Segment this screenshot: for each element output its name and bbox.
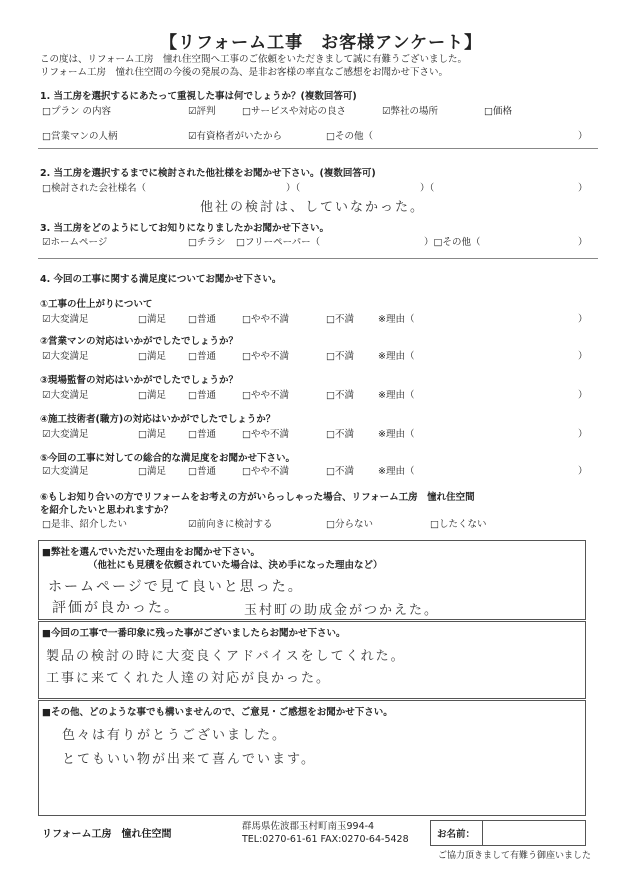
page-title: 【リフォーム工事 お客様アンケート】	[160, 33, 483, 53]
divider	[38, 258, 598, 259]
footer-address: 群馬県佐波郡玉村町南玉994-4	[242, 821, 375, 832]
q2-company-field[interactable]: □検討された会社様名（	[42, 183, 146, 194]
q1-opt-service[interactable]: □サービスや対応の良さ	[242, 106, 346, 117]
sec3-answer-1: 色々は有りがとうございました。	[62, 728, 288, 743]
q4-3-unsatisfied[interactable]: □不満	[326, 390, 354, 401]
q4-6-question-line-2: を紹介したいと思われますか？	[40, 505, 174, 516]
q1-opt-sales[interactable]: □営業マンの人柄	[42, 131, 118, 142]
q4-1-reason[interactable]: ※理由（	[378, 314, 415, 325]
q4-1-very-satisfied[interactable]: ☑大変満足	[42, 314, 89, 325]
sec1-sublabel: （他社にも見積を依頼されていた場合は、決め手になった理由など）	[88, 560, 383, 571]
q4-5-reason-close: ）	[578, 466, 588, 477]
q4-2-reason-close: ）	[578, 351, 588, 362]
q4-2-slightly-unsatisfied[interactable]: □やや不満	[242, 351, 289, 362]
q4-4-satisfied[interactable]: □満足	[138, 429, 166, 440]
q4-5-very-satisfied[interactable]: ☑大変満足	[42, 466, 89, 477]
q3-label: 3. 当工房をどのようにしてお知りになりましたかお聞かせ下さい。	[40, 223, 330, 234]
q1-other-close: ）	[578, 131, 588, 142]
sec1-answer-2: 評価が良かった。	[52, 600, 180, 616]
sec1-label: ■弊社を選んでいただいた理由をお聞かせ下さい。	[42, 547, 260, 558]
footer-company: リフォーム工房 憧れ住空間	[42, 829, 172, 840]
q4-6-consider[interactable]: ☑前向きに検討する	[188, 519, 273, 530]
q1-opt-location[interactable]: ☑弊社の場所	[382, 106, 439, 117]
q3-opt-homepage[interactable]: ☑ホームページ	[42, 237, 108, 248]
q4-2-satisfied[interactable]: □満足	[138, 351, 166, 362]
q4-5-satisfied[interactable]: □満足	[138, 466, 166, 477]
sec1-answer-1: ホームページで見て良いと思った。	[48, 579, 304, 595]
sec3-label: ■その他、どのような事でも構いませんので、ご意見・ご感想をお聞かせ下さい。	[42, 707, 393, 718]
intro-line-1: この度は、リフォーム工房 憧れ住空間へ工事のご依頼をいただきまして誠に有難うございました。	[40, 54, 468, 65]
q4-3-reason-close: ）	[578, 390, 588, 401]
q4-4-normal[interactable]: □普通	[188, 429, 216, 440]
q4-3-very-satisfied[interactable]: ☑大変満足	[42, 390, 89, 401]
q4-2-question: ②営業マンの対応はいかがでしたでしょうか？	[40, 336, 239, 347]
sec2-answer-2: 工事に来てくれた人達の対応が良かった。	[46, 671, 332, 686]
name-label: お名前：	[437, 829, 476, 840]
footer-phone: TEL:0270-61-61 FAX:0270-64-5428	[242, 834, 409, 845]
q1-opt-reputation[interactable]: ☑評判	[188, 106, 216, 117]
q4-1-satisfied[interactable]: □満足	[138, 314, 166, 325]
divider	[38, 148, 598, 149]
q4-5-normal[interactable]: □普通	[188, 466, 216, 477]
q2-company-sep-2: ）（	[420, 183, 435, 194]
q4-6-no[interactable]: □したくない	[430, 519, 487, 530]
q4-2-unsatisfied[interactable]: □不満	[326, 351, 354, 362]
sec2-label: ■今回の工事で一番印象に残った事がございましたらお聞かせ下さい。	[42, 628, 346, 639]
q4-6-question-line-1: ⑥もしお知り合いの方でリフォームをお考えの方がいらっしゃった場合、リフォーム工房 憧れ住空間	[40, 492, 475, 503]
q4-label: 4. 今回の工事に関する満足度についてお聞かせ下さい。	[40, 274, 282, 285]
q4-4-reason[interactable]: ※理由（	[378, 429, 415, 440]
q2-label: 2. 当工房を選択するまでに検討された他社様をお聞かせ下さい。(複数回答可)	[40, 168, 376, 179]
q4-5-slightly-unsatisfied[interactable]: □やや不満	[242, 466, 289, 477]
q1-opt-plan[interactable]: □プラン の内容	[42, 106, 111, 117]
q4-5-question: ⑤今回の工事に対しての総合的な満足度をお聞かせ下さい。	[40, 453, 296, 464]
q4-5-unsatisfied[interactable]: □不満	[326, 466, 354, 477]
q4-4-slightly-unsatisfied[interactable]: □やや不満	[242, 429, 289, 440]
intro-line-2: リフォーム工房 憧れ住空間の今後の発展の為、是非お客様の率直なご感想をお聞かせ下さい。	[40, 67, 449, 78]
q3-opt-flyer[interactable]: □チラシ	[188, 237, 226, 248]
sec1-answer-3: 玉村町の助成金がつかえた。	[244, 603, 440, 618]
q4-4-very-satisfied[interactable]: ☑大変満足	[42, 429, 89, 440]
sec3-answer-2: とてもいい物が出来て喜んでいます。	[62, 752, 316, 767]
q4-4-reason-close: ）	[578, 429, 588, 440]
q4-1-unsatisfied[interactable]: □不満	[326, 314, 354, 325]
q3-other-close: ）	[578, 237, 588, 248]
q4-1-reason-close: ）	[578, 314, 588, 325]
footer-thanks: ご協力頂きまして有難う御座いました	[438, 851, 592, 861]
q4-6-unknown[interactable]: □分らない	[326, 519, 373, 530]
q4-1-normal[interactable]: □普通	[188, 314, 216, 325]
q4-2-very-satisfied[interactable]: ☑大変満足	[42, 351, 89, 362]
q4-1-question: ①工事の仕上がりについて	[40, 299, 153, 310]
q3-opt-freepaper[interactable]: □フリーペーパー（	[236, 237, 321, 248]
q4-3-question: ③現場監督の対応はいかがでしたでしょうか？	[40, 375, 239, 386]
q2-company-sep-1: ）（	[286, 183, 301, 194]
q4-2-reason[interactable]: ※理由（	[378, 351, 415, 362]
name-field-divider	[482, 820, 483, 846]
q4-2-normal[interactable]: □普通	[188, 351, 216, 362]
q4-4-question: ④施工技術者(職方)の対応はいかがでしたでしょうか？	[40, 414, 276, 425]
q4-1-slightly-unsatisfied[interactable]: □やや不満	[242, 314, 289, 325]
q1-opt-price[interactable]: □価格	[484, 106, 512, 117]
q4-3-reason[interactable]: ※理由（	[378, 390, 415, 401]
q4-3-normal[interactable]: □普通	[188, 390, 216, 401]
q4-5-reason[interactable]: ※理由（	[378, 466, 415, 477]
q1-label: 1. 当工房を選択するにあたって重視した事は何でしょうか？(複数回答可)	[40, 91, 357, 102]
q1-opt-other[interactable]: □その他（	[326, 131, 373, 142]
q1-opt-qualified[interactable]: ☑有資格者がいたから	[188, 131, 283, 142]
q4-3-satisfied[interactable]: □満足	[138, 390, 166, 401]
q3-opt-other[interactable]: ）□その他（	[424, 237, 481, 248]
q4-4-unsatisfied[interactable]: □不満	[326, 429, 354, 440]
q4-6-recommend[interactable]: □是非、紹介したい	[42, 519, 127, 530]
sec2-answer-1: 製品の検討の時に大変良くアドバイスをしてくれた。	[46, 649, 406, 664]
q2-handwritten-answer: 他社の検討は、していなかった。	[200, 200, 426, 215]
q4-3-slightly-unsatisfied[interactable]: □やや不満	[242, 390, 289, 401]
q2-company-close: ）	[578, 183, 588, 194]
